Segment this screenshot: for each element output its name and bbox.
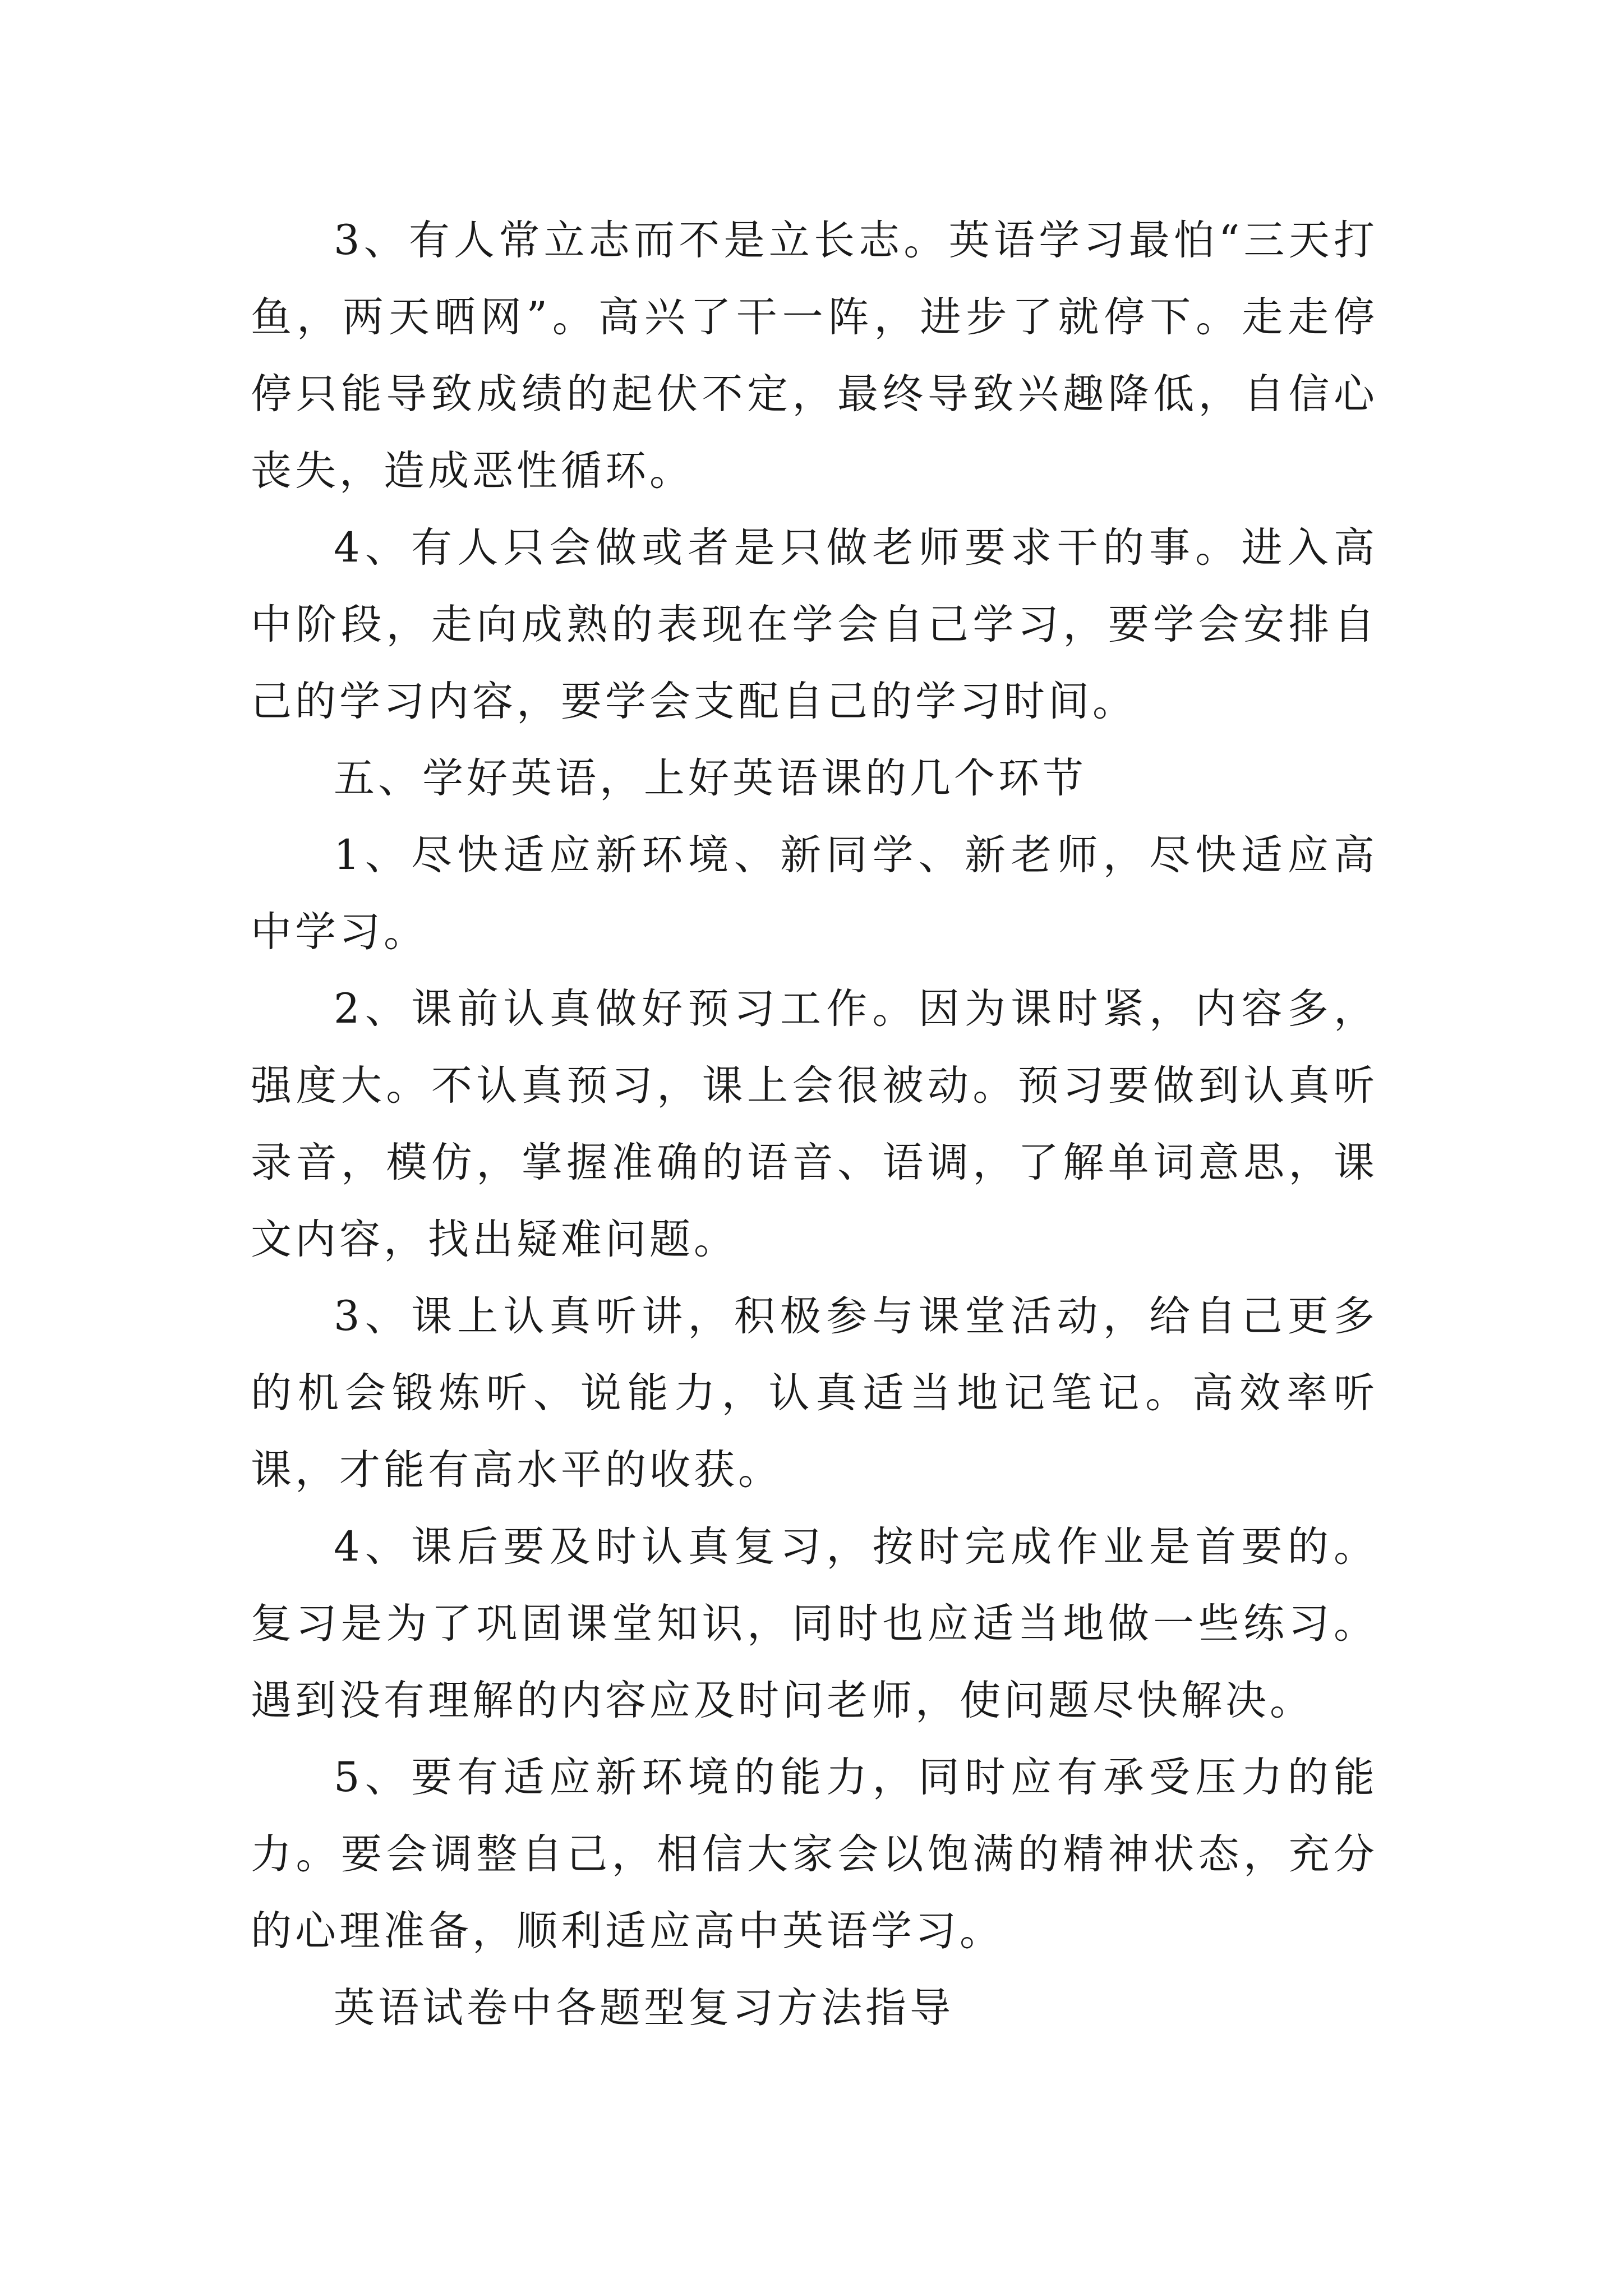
section-heading-five: 五、学好英语，上好英语课的几个环节: [334, 754, 1087, 802]
paragraph-item-5-pressure: 5、要有适应新环境的能力，同时应有承受压力的能力。要会调整自己，相信大家会以饱满的精神状态，充分的心理准备，顺利适应高中英语学习。: [251, 1754, 1378, 1955]
paragraph-item-4-review: 4、课后要及时认真复习，按时完成作业是首要的。复习是为了巩固课堂知识，同时也应适当地做一些练习。遇到没有理解的内容应及时问老师，使问题尽快解决。: [251, 1523, 1378, 1724]
section-heading-exam-guide: 英语试卷中各题型复习方法指导: [334, 1984, 954, 2032]
paragraph-item-3-listen: 3、课上认真听讲，积极参与课堂活动，给自己更多的机会锻炼听、说能力，认真适当地记笔记。高效率听课，才能有高水平的收获。: [251, 1292, 1378, 1494]
document-body: [251, 202, 1378, 2046]
paragraph-item-2-preview: 2、课前认真做好预习工作。因为课时紧，内容多，强度大。不认真预习，课上会很被动。预习要做到认真听录音，模仿，掌握准确的语音、语调，了解单词意思，课文内容，找出疑难问题。: [251, 985, 1378, 1263]
paragraph-item-3-goals: 3、有人常立志而不是立长志。英语学习最怕“三天打鱼，两天晒网”。高兴了干一阵，进步了就停下。走走停停只能导致成绩的起伏不定，最终导致兴趣降低，自信心丧失，造成恶性循环。: [251, 217, 1378, 495]
paragraph-item-4-self-study: 4、有人只会做或者是只做老师要求干的事。进入高中阶段，走向成熟的表现在学会自己学习，要学会安排自己的学习内容，要学会支配自己的学习时间。: [251, 524, 1378, 725]
paragraph-item-1-adapt: 1、尽快适应新环境、新同学、新老师，尽快适应高中学习。: [251, 831, 1378, 956]
